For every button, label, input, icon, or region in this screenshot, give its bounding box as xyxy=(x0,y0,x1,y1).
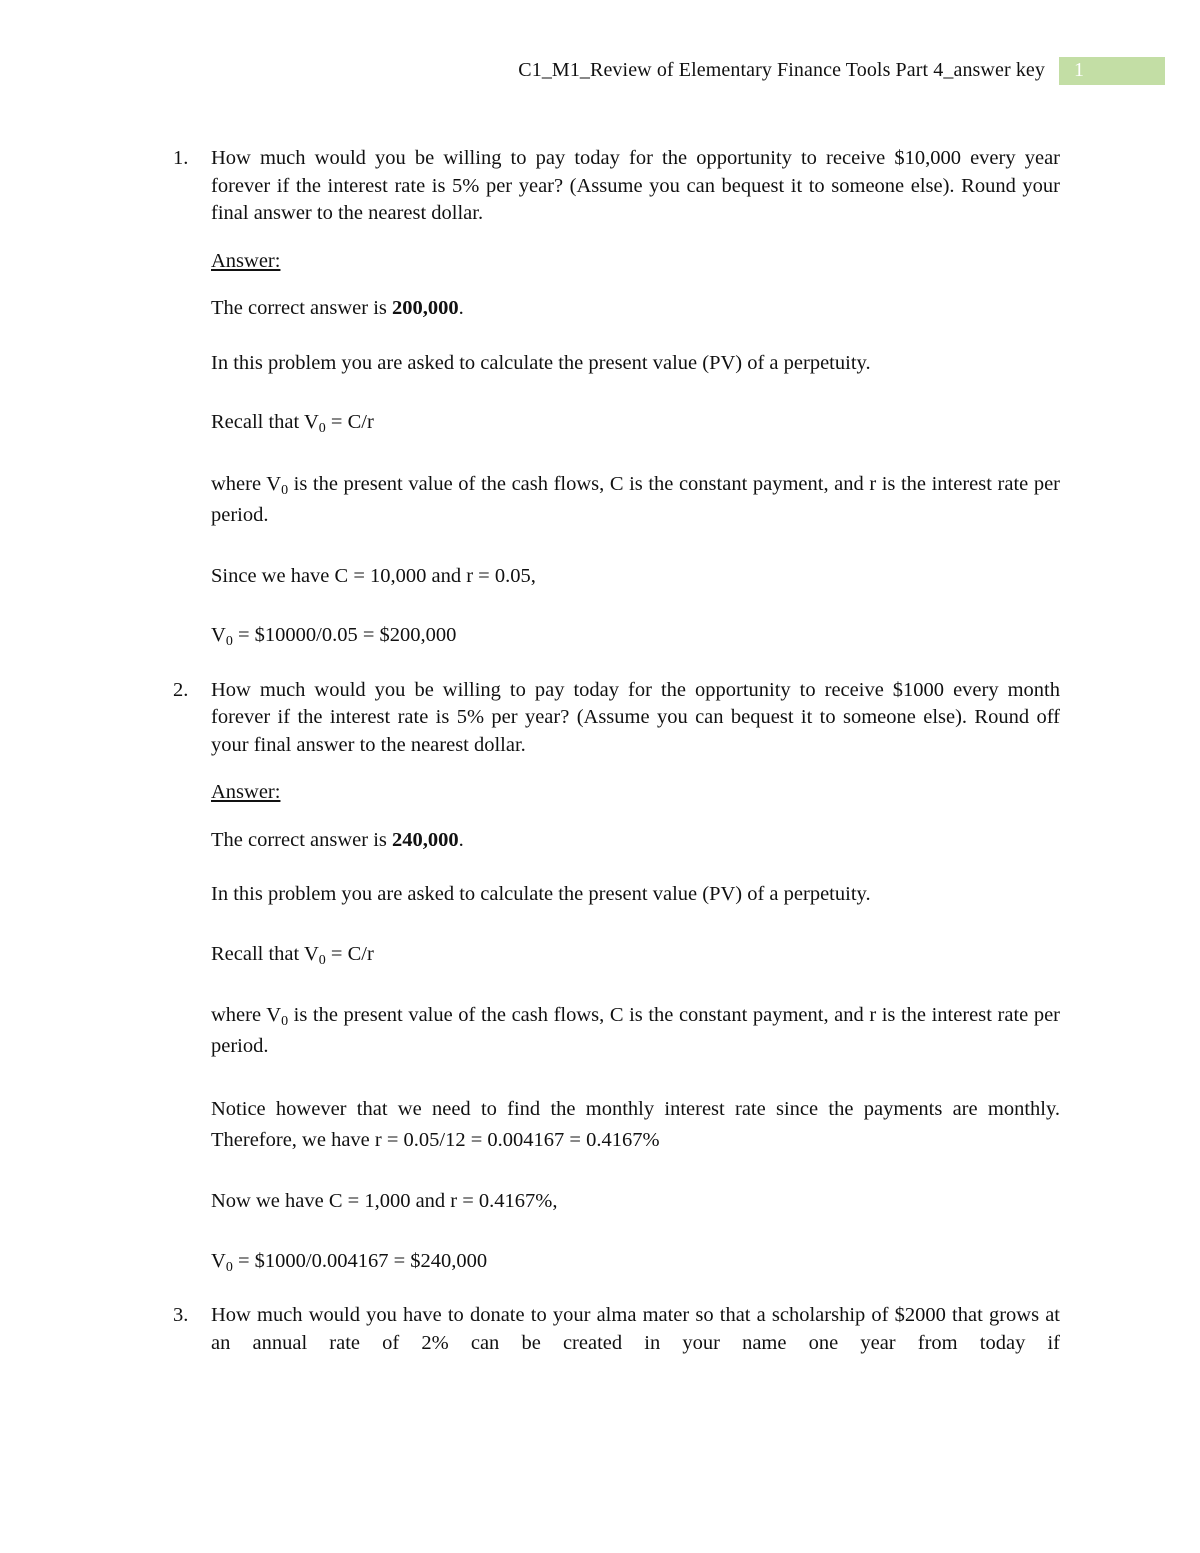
monthly-rate-note: Notice however that we need to find the monthly interest rate since the payments are monthly. Therefore, we have r = 0.05/12 = 0.004167 = 0.4167% xyxy=(211,1098,1060,1151)
page-header xyxy=(0,57,1200,85)
question-number: 2. xyxy=(173,678,189,701)
formula-recall-suffix: = C/r xyxy=(325,411,374,433)
subscript-zero: 0 xyxy=(225,634,233,649)
explanation-intro: In this problem you are asked to calculate the present value (PV) of a perpetuity. xyxy=(211,351,871,374)
formula-recall-suffix: = C/r xyxy=(325,942,374,965)
definition-prefix: where V xyxy=(211,472,282,495)
question-2 xyxy=(173,677,1060,760)
correct-answer xyxy=(211,827,1060,855)
calculation-suffix: = $1000/0.004167 = $240,000 xyxy=(232,1249,488,1272)
document-title: C1_M1_Review of Elementary Finance Tools Part 4_answer key xyxy=(518,59,1045,81)
formula-definition xyxy=(211,469,1060,531)
question-text: How much would you be willing to pay today for the opportunity to receive $1000 every month forever if the interest rate is 5% per year? (Assume you can bequest it to someone else). Round off your final answer to the nearest dollar. xyxy=(211,678,1060,756)
subscript-zero: 0 xyxy=(281,482,289,498)
page-number-box xyxy=(1059,57,1165,85)
document-body xyxy=(173,145,1060,1357)
formula-recall-prefix: Recall that V xyxy=(211,942,319,965)
correct-answer-value: 200,000 xyxy=(392,297,459,319)
question-number: 1. xyxy=(173,147,189,169)
definition-suffix: is the present value of the cash flows, C is the constant payment, and r is the interest rate per period. xyxy=(211,472,1060,526)
calculation xyxy=(211,1248,1060,1276)
answer-label xyxy=(211,779,1060,807)
question-3 xyxy=(173,1302,1060,1357)
formula-definition xyxy=(211,1000,1060,1062)
answer-label-text: Answer: xyxy=(211,781,281,803)
question-text: How much would you have to donate to your alma mater so that a scholarship of $2000 that grows at an annual rate of 2% can be created in your name one year from today if xyxy=(211,1304,1060,1354)
answer-label xyxy=(211,248,1060,276)
question-1 xyxy=(173,145,1060,228)
subscript-zero: 0 xyxy=(318,421,326,436)
correct-answer-value: 240,000 xyxy=(392,828,459,851)
page-number: 1 xyxy=(1074,59,1084,81)
formula-recall xyxy=(211,409,1060,437)
calculation xyxy=(211,622,1060,650)
question-text: How much would you be willing to pay today for the opportunity to receive $10,000 every year forever if the interest rate is 5% per year? (Assume you can bequest it to someone else). Round your final answer to the nearest dollar. xyxy=(211,147,1060,224)
correct-answer-prefix: The correct answer is xyxy=(211,828,392,851)
explanation-intro: In this problem you are asked to calculate the present value (PV) of a perpetuity. xyxy=(211,883,871,905)
given-values: Since we have C = 10,000 and r = 0.05, xyxy=(211,564,536,587)
correct-answer-prefix: The correct answer is xyxy=(211,297,392,319)
formula-recall xyxy=(211,941,1060,969)
correct-answer xyxy=(211,295,1060,323)
answer-label-text: Answer: xyxy=(211,249,281,272)
definition-suffix: is the present value of the cash flows, C is the constant payment, and r is the interest rate per period. xyxy=(211,1004,1060,1057)
calculation-prefix: V xyxy=(211,624,226,646)
correct-answer-suffix: . xyxy=(458,828,464,851)
subscript-zero: 0 xyxy=(281,1014,289,1029)
subscript-zero: 0 xyxy=(318,952,326,968)
calculation-prefix: V xyxy=(211,1249,226,1272)
given-values: Now we have C = 1,000 and r = 0.4167%, xyxy=(211,1190,558,1212)
question-number: 3. xyxy=(173,1304,189,1326)
formula-recall-prefix: Recall that V xyxy=(211,411,319,433)
definition-prefix: where V xyxy=(211,1004,282,1026)
calculation-suffix: = $10000/0.05 = $200,000 xyxy=(232,624,457,646)
subscript-zero: 0 xyxy=(225,1259,233,1275)
correct-answer-suffix: . xyxy=(458,297,464,319)
